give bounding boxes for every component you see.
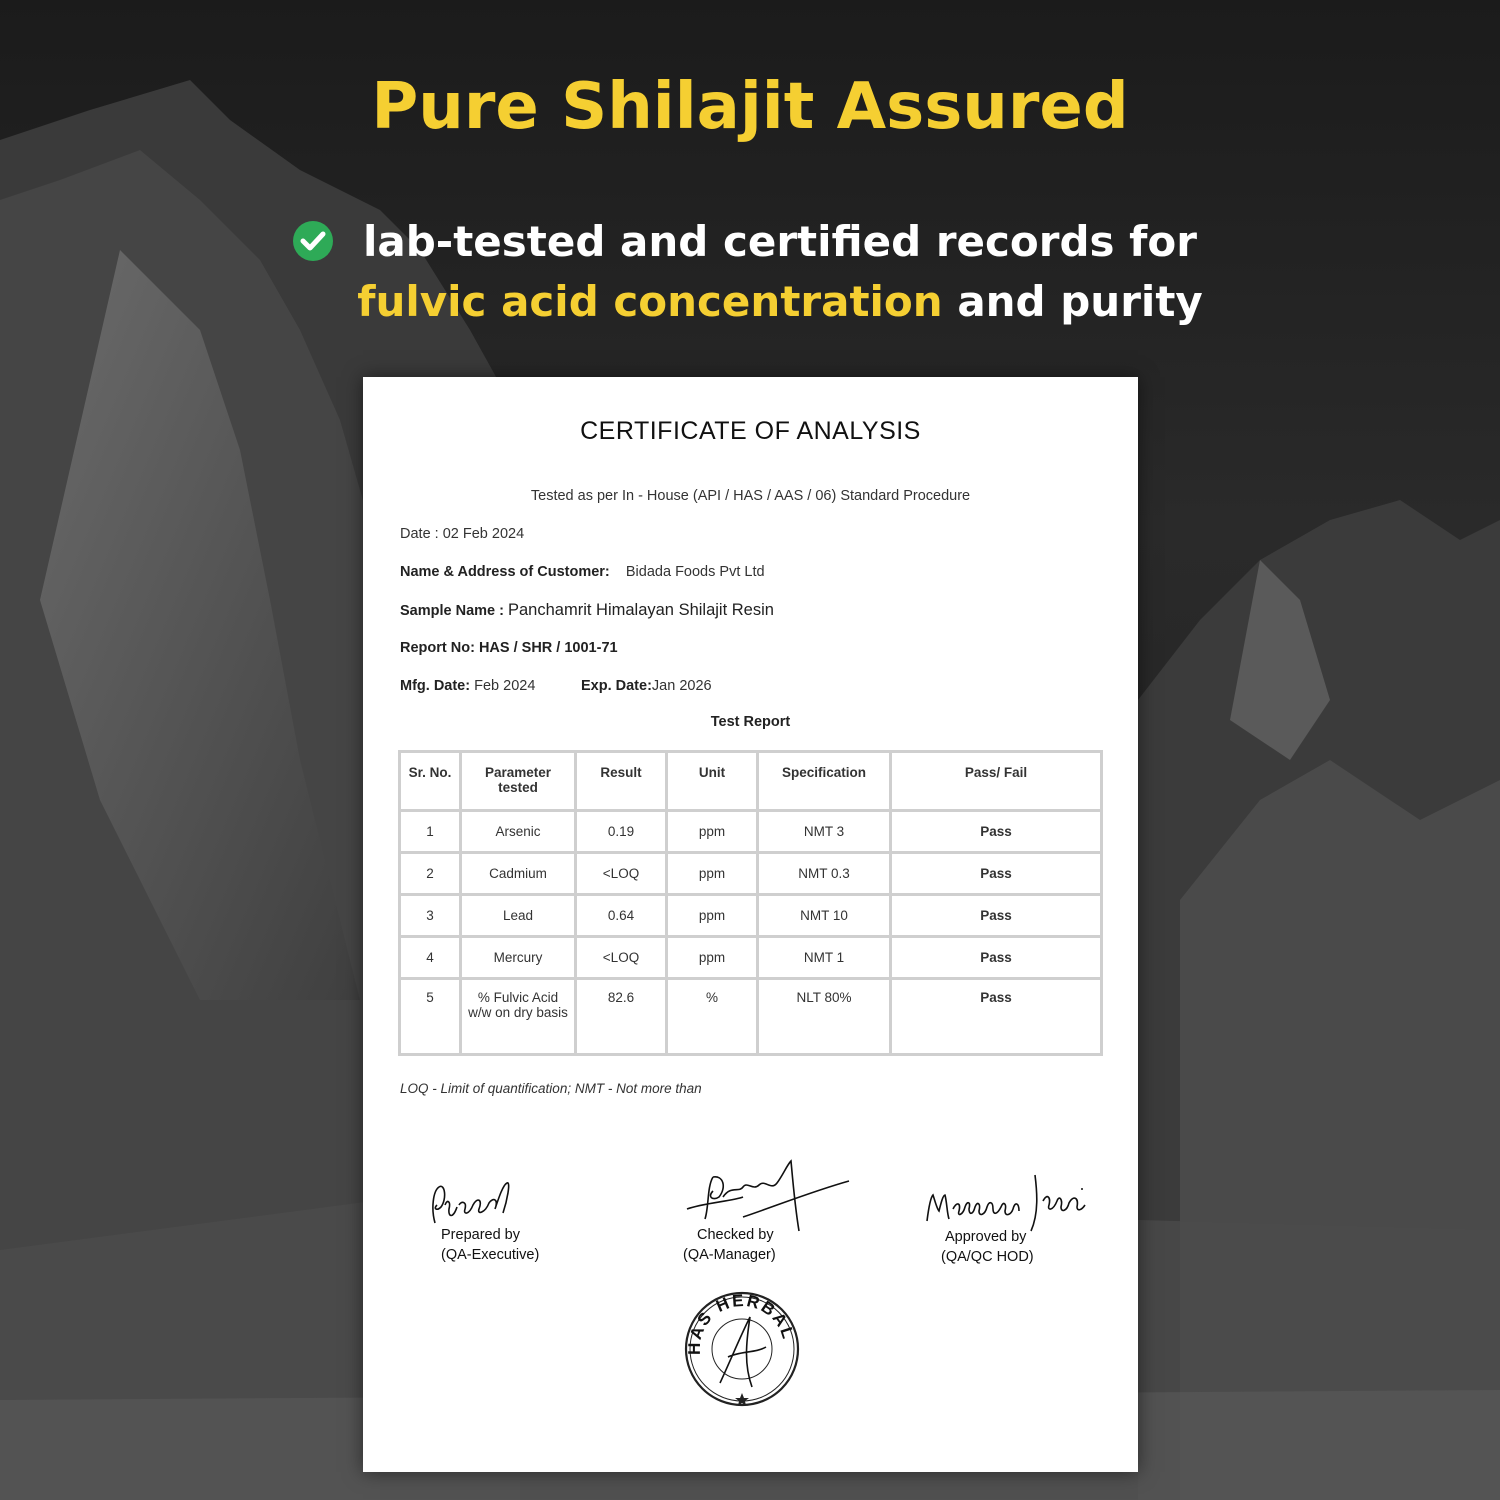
prepared-role: Prepared by — [441, 1227, 520, 1243]
subheading-tail: and purity — [957, 277, 1203, 326]
cell-parameter: Cadmium — [461, 853, 576, 895]
mfg-label: Mfg. Date: — [400, 678, 471, 694]
customer-label: Name & Address of Customer: — [400, 564, 610, 580]
sample-value: Panchamrit Himalayan Shilajit Resin — [508, 601, 774, 619]
checked-role: Checked by — [697, 1227, 774, 1243]
cell-unit: ppm — [667, 937, 758, 979]
report-label: Report No: — [400, 640, 475, 656]
cell-unit: ppm — [667, 895, 758, 937]
subheading-highlight: fulvic acid concentration — [357, 277, 943, 326]
certificate-paper — [363, 377, 1138, 1472]
test-report-label: Test Report — [710, 714, 791, 730]
checked-title: (QA-Manager) — [683, 1247, 776, 1263]
header-sr: Sr. No. — [400, 752, 461, 811]
header-pass-fail: Pass/ Fail — [891, 752, 1102, 811]
cell-pass-fail: Pass — [891, 979, 1102, 1055]
customer-field — [400, 564, 765, 580]
date-field — [400, 526, 524, 542]
table-row — [400, 853, 1102, 895]
cell-pass-fail: Pass — [891, 937, 1102, 979]
exp-field — [581, 678, 712, 694]
exp-value: Jan 2026 — [651, 678, 712, 694]
table-row — [400, 895, 1102, 937]
seal-text: HAS HERBAL — [684, 1290, 799, 1355]
cell-sr: 1 — [400, 811, 461, 853]
sample-field — [400, 601, 774, 620]
subheading-line-2 — [0, 272, 1500, 332]
cell-spec: NMT 10 — [758, 895, 891, 937]
mfg-field — [400, 678, 535, 694]
mfg-value: Feb 2024 — [474, 678, 536, 694]
table-row — [400, 811, 1102, 853]
table-row — [400, 979, 1102, 1055]
cell-pass-fail: Pass — [891, 811, 1102, 853]
cell-result: 0.19 — [576, 811, 667, 853]
cell-parameter: Arsenic — [461, 811, 576, 853]
prepared-title: (QA-Executive) — [441, 1247, 540, 1263]
cell-pass-fail: Pass — [891, 895, 1102, 937]
report-field — [400, 640, 618, 656]
company-seal-icon — [680, 1287, 804, 1411]
header-specification: Specification — [758, 752, 891, 811]
cell-unit: ppm — [667, 853, 758, 895]
exp-label: Exp. Date: — [581, 678, 652, 694]
cell-parameter: Mercury — [461, 937, 576, 979]
results-table — [398, 750, 1103, 1056]
cell-sr: 5 — [400, 979, 461, 1055]
date-label: Date : — [400, 526, 439, 542]
customer-value: Bidada Foods Pvt Ltd — [625, 564, 765, 580]
subheading — [0, 212, 1500, 332]
approved-role: Approved by — [945, 1229, 1027, 1245]
table-header-row — [400, 752, 1102, 811]
handwritten-signature-prepared — [429, 1179, 519, 1231]
cell-result: 82.6 — [576, 979, 667, 1055]
report-value: HAS / SHR / 1001-71 — [478, 640, 618, 656]
cell-sr: 2 — [400, 853, 461, 895]
cell-result: <LOQ — [576, 937, 667, 979]
cell-result: 0.64 — [576, 895, 667, 937]
header-parameter: Parameter tested — [461, 752, 576, 811]
cell-spec: NMT 1 — [758, 937, 891, 979]
sample-label: Sample Name : — [400, 603, 504, 619]
footnote: LOQ - Limit of quantification; NMT - Not more than — [400, 1081, 702, 1096]
signature-checked — [683, 1183, 853, 1263]
date-value: 02 Feb 2024 — [442, 526, 525, 542]
signature-approved — [923, 1167, 1103, 1267]
cell-parameter: Lead — [461, 895, 576, 937]
cell-result: <LOQ — [576, 853, 667, 895]
headline: Pure Shilajit Assured — [371, 70, 1129, 144]
table-row — [400, 937, 1102, 979]
procedure-line: Tested as per In - House (API / HAS / AAS / 06) Standard Procedure — [530, 488, 971, 504]
svg-text:HAS HERBAL — [685, 1291, 798, 1355]
cell-spec: NMT 3 — [758, 811, 891, 853]
header-result: Result — [576, 752, 667, 811]
header-unit: Unit — [667, 752, 758, 811]
certificate-title: CERTIFICATE OF ANALYSIS — [580, 417, 921, 445]
signature-prepared — [431, 1183, 551, 1263]
cell-sr: 3 — [400, 895, 461, 937]
cell-spec: NLT 80% — [758, 979, 891, 1055]
cell-unit: % — [667, 979, 758, 1055]
subheading-line-1: lab-tested and certified records for — [362, 217, 1198, 266]
approved-title: (QA/QC HOD) — [941, 1249, 1034, 1265]
cell-unit: ppm — [667, 811, 758, 853]
cell-parameter: % Fulvic Acid w/w on dry basis — [461, 979, 576, 1055]
cell-spec: NMT 0.3 — [758, 853, 891, 895]
cell-pass-fail: Pass — [891, 853, 1102, 895]
cell-sr: 4 — [400, 937, 461, 979]
